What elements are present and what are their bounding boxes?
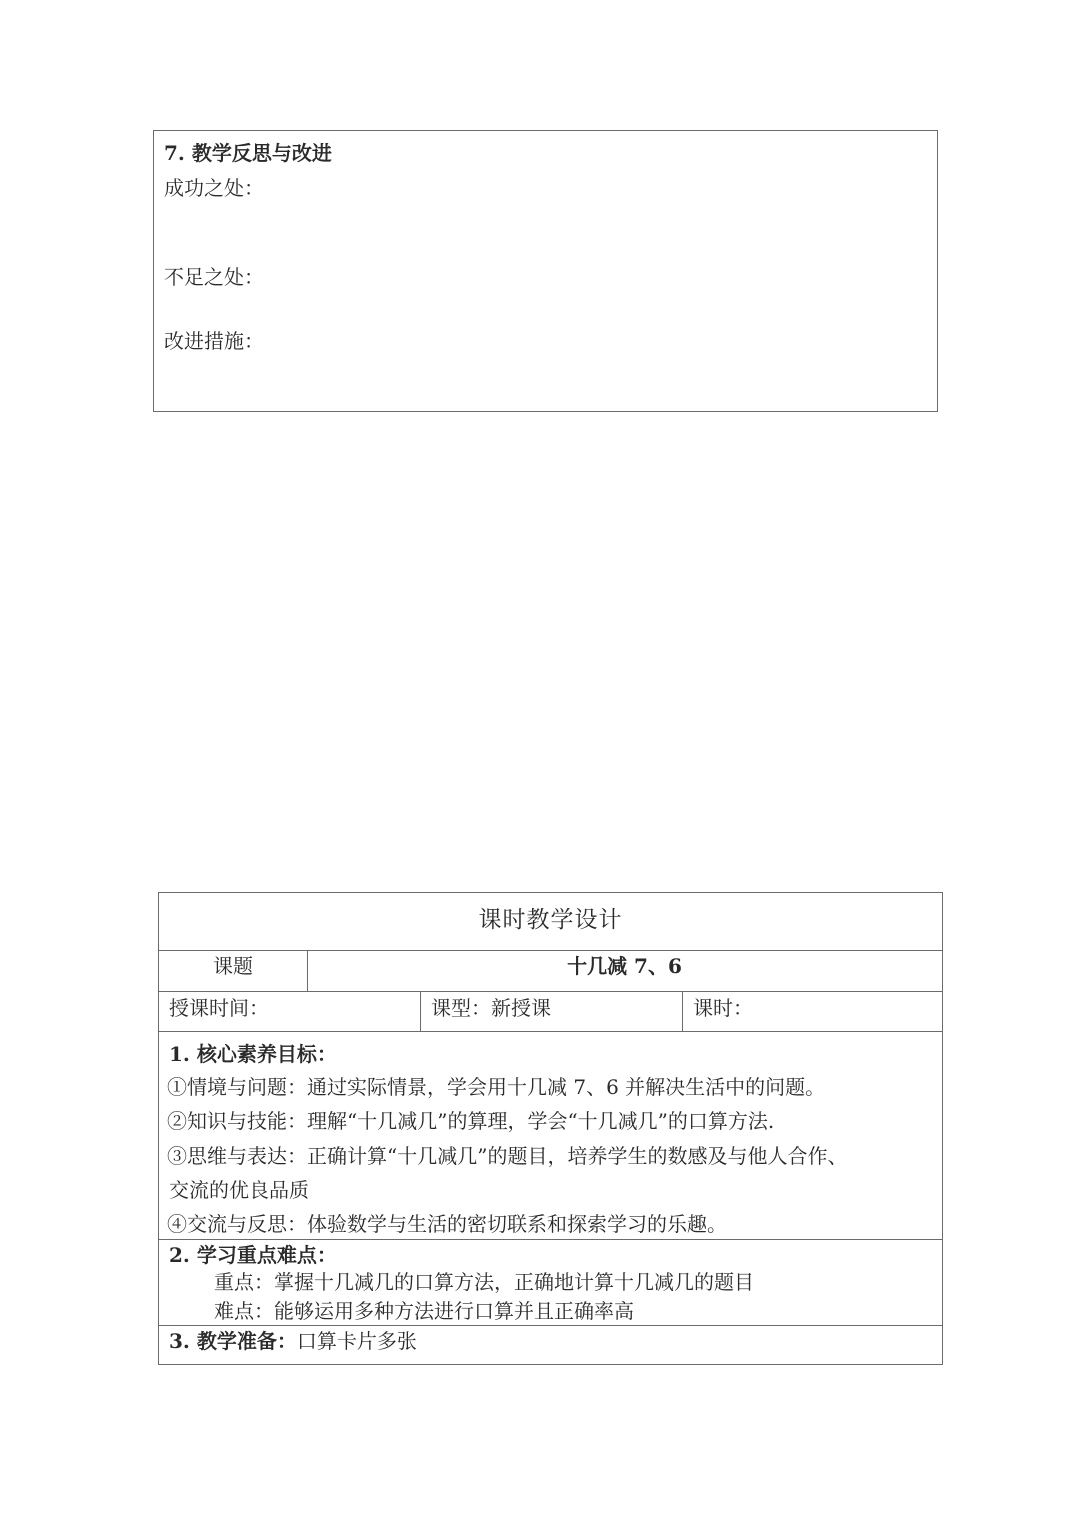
- goals-heading: 1. 核心素养目标：: [169, 1042, 337, 1066]
- row-divider: [159, 1239, 942, 1240]
- period-label: 课时：: [693, 996, 753, 1020]
- difficult-point: 难点：能够运用多种方法进行口算并且正确率高: [214, 1299, 634, 1323]
- lesson-design-table: [158, 892, 943, 1365]
- type-label: 课型：新授课: [431, 996, 551, 1020]
- table-title: 课时教学设计: [478, 907, 623, 933]
- time-label: 授课时间：: [169, 996, 269, 1020]
- keypoints-heading: 2. 学习重点难点：: [169, 1243, 337, 1267]
- goal-item: ①情境与问题：通过实际情景，学会用十几减 7、6 并解决生活中的问题。: [167, 1075, 826, 1099]
- col-divider: [420, 991, 421, 1031]
- col-divider: [682, 991, 683, 1031]
- topic-label: 课题: [213, 954, 253, 978]
- topic-value: 十几减 7、6: [567, 954, 682, 978]
- goal-item-continued: 交流的优良品质: [169, 1178, 309, 1202]
- prep-value: 口算卡片多张: [296, 1329, 417, 1353]
- prep-heading: 3. 教学准备：: [169, 1329, 297, 1353]
- goal-item: ③思维与表达：正确计算“十几减几”的题目，培养学生的数感及与他人合作、: [167, 1144, 848, 1168]
- shortcoming-label: 不足之处：: [164, 265, 264, 289]
- success-label: 成功之处：: [164, 176, 264, 200]
- reflection-heading: 7. 教学反思与改进: [164, 141, 332, 165]
- row-divider: [159, 950, 942, 951]
- key-point: 重点：掌握十几减几的口算方法，正确地计算十几减几的题目: [214, 1270, 754, 1294]
- reflection-section: [153, 130, 938, 412]
- preparation-row: [169, 1329, 417, 1353]
- row-divider: [159, 1031, 942, 1032]
- goal-item: ②知识与技能：理解“十几减几”的算理，学会“十几减几”的口算方法.: [167, 1109, 775, 1133]
- improvement-label: 改进措施：: [164, 329, 264, 353]
- row-divider: [159, 1325, 942, 1326]
- goal-item: ④交流与反思：体验数学与生活的密切联系和探索学习的乐趣。: [167, 1212, 727, 1236]
- row-divider: [159, 991, 942, 992]
